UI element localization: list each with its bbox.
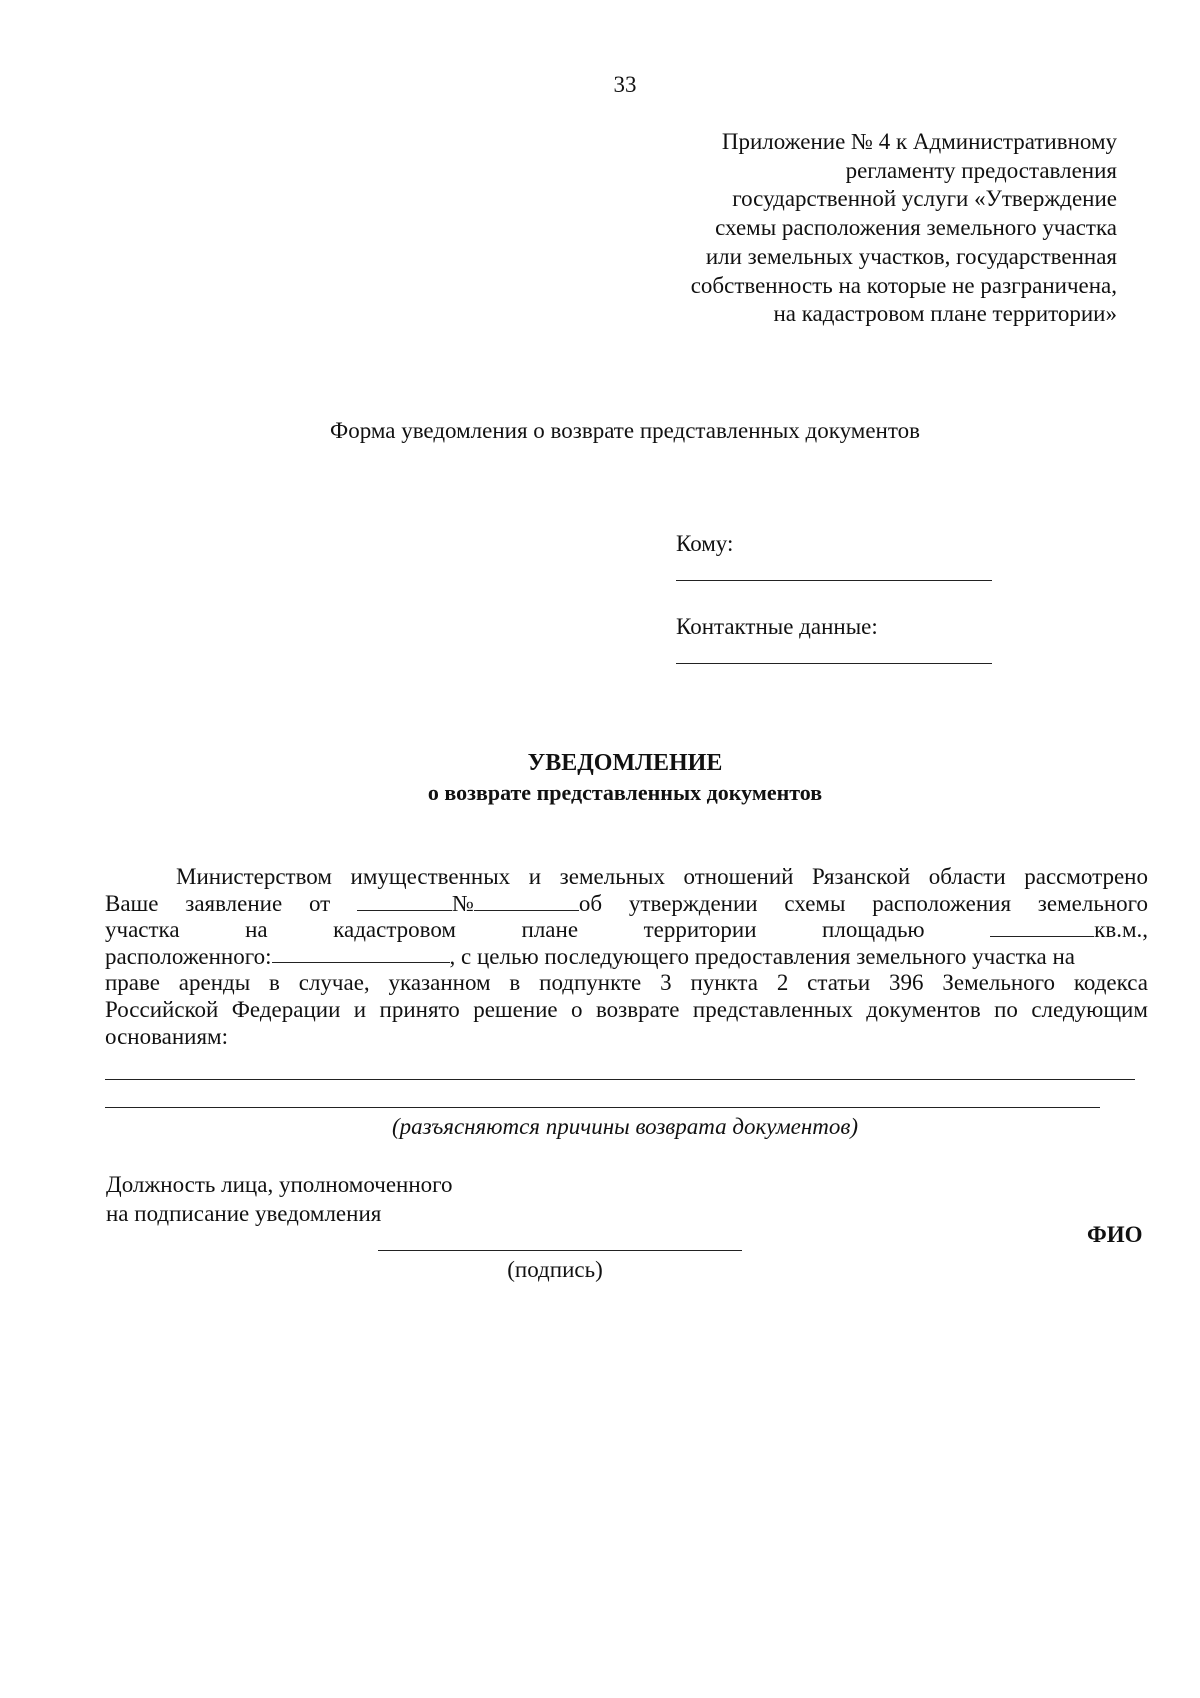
area-unit: кв.м.,	[1094, 917, 1148, 943]
appendix-line: собственность на которые не разграничена,	[690, 272, 1117, 298]
number-sign: №	[451, 890, 474, 916]
notice-heading: УВЕДОМЛЕНИЕ	[527, 750, 723, 776]
area-field[interactable]	[990, 918, 1094, 937]
signature-field[interactable]	[378, 1250, 742, 1251]
recipient-field[interactable]	[676, 580, 992, 581]
notice-body	[105, 864, 1148, 1050]
appendix-line: Приложение № 4 к Административному	[721, 129, 1117, 154]
body-line-2: Ваше заявление от № об утверждении схемы расположения земельного	[105, 890, 1148, 916]
appendix-line: на кадастровом плане территории»	[773, 301, 1117, 327]
fio-label: ФИО	[1087, 1222, 1143, 1247]
recipient-label: Кому:	[676, 531, 734, 556]
reasons-field-line-2[interactable]	[105, 1107, 1100, 1108]
body-line-1: Министерством имущественных и земельных отношений Рязанской области рассмотрено	[176, 864, 1148, 889]
signatory-position	[106, 1170, 453, 1228]
page-number: 33	[613, 72, 637, 97]
body-line-7: основаниям:	[105, 1023, 228, 1049]
contacts-field[interactable]	[676, 663, 992, 664]
appendix-block	[557, 128, 1117, 329]
form-title: Форма уведомления о возврате представленных документов	[330, 418, 920, 443]
position-line: Должность лица, уполномоченного	[106, 1172, 453, 1197]
body-line-6: Российской Федерации и принято решение о возврате представленных документов по следующим	[105, 996, 1148, 1022]
application-number-field[interactable]	[474, 892, 579, 911]
appendix-line: регламенту предоставления	[845, 157, 1117, 183]
position-line: на подписание уведомления	[106, 1201, 382, 1226]
appendix-line: схемы расположения земельного участка	[715, 215, 1117, 241]
contacts-label: Контактные данные:	[676, 614, 878, 639]
signature-caption: (подпись)	[507, 1257, 603, 1282]
application-date-field[interactable]	[357, 892, 452, 911]
body-line-3: участка на кадастровом плане территории площадью кв.м.,	[105, 917, 1148, 943]
appendix-line: или земельных участков, государственная	[705, 243, 1117, 269]
appendix-line: государственной услуги «Утверждение	[732, 186, 1117, 212]
location-field[interactable]	[272, 944, 450, 963]
reasons-caption: (разъясняются причины возврата документов)	[391, 1114, 858, 1139]
reasons-field-line-1[interactable]	[105, 1079, 1135, 1080]
body-line-4: расположенного: , с целью последующего предоставления земельного участка на	[105, 943, 1075, 969]
body-line-5: праве аренды в случае, указанном в подпункте 3 пункта 2 статьи 396 Земельного кодекса	[105, 970, 1148, 996]
notice-subheading: о возврате представленных документов	[427, 780, 823, 805]
